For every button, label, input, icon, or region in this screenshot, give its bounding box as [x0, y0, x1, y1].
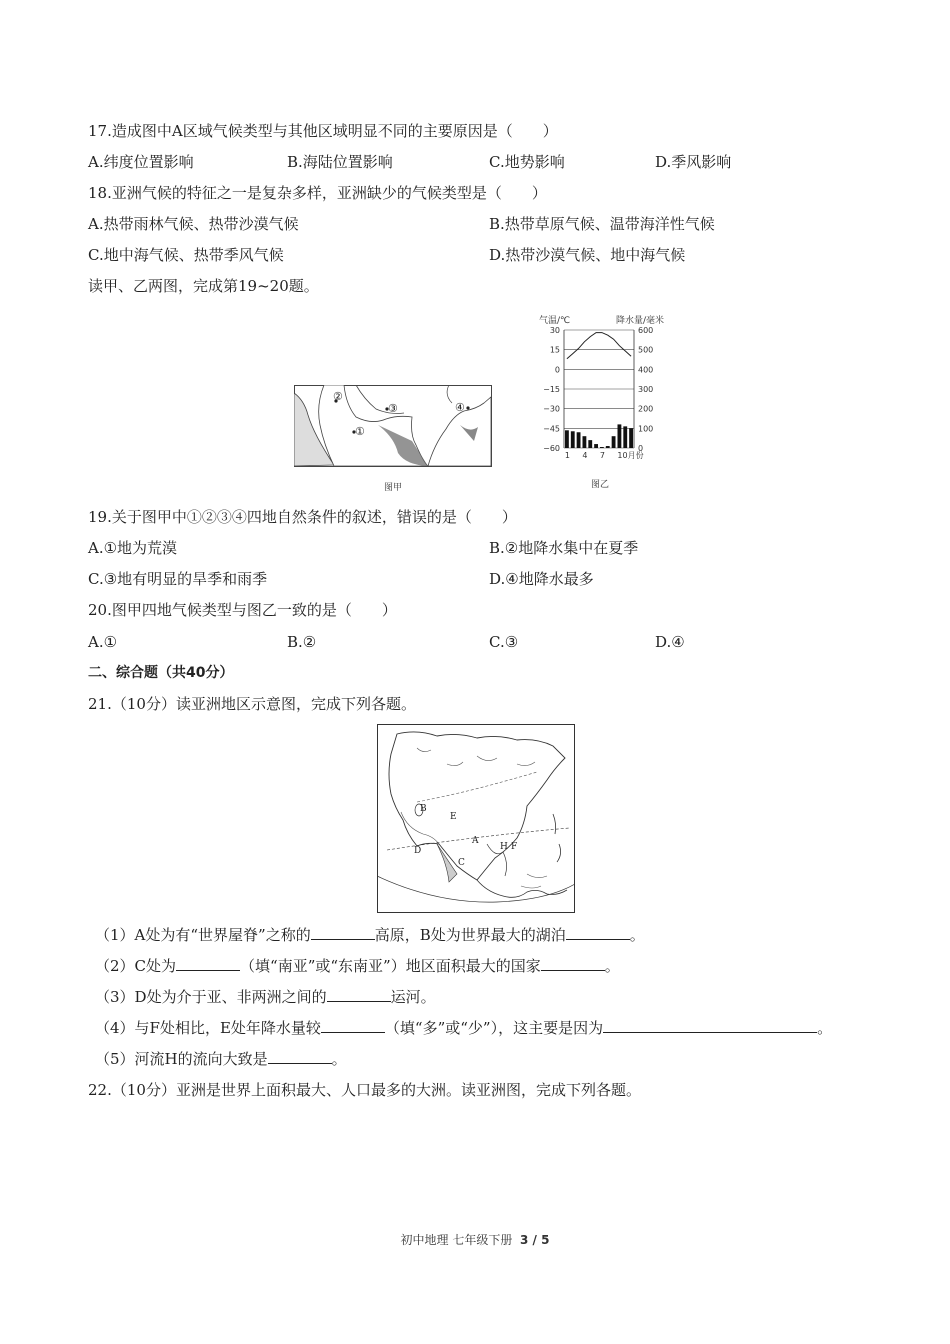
figure-jia-caption: 图甲: [384, 483, 403, 493]
precip-bar: [618, 424, 622, 448]
figure-yi-caption: 图乙: [591, 480, 610, 490]
q21-part-1-blank-2[interactable]: [566, 925, 630, 940]
q17-option-b: B.海陆位置影响: [287, 153, 393, 171]
q21-part-4: [95, 1018, 832, 1038]
q18-option-b: B.热带草原气候、温带海洋性气候: [489, 215, 715, 233]
q20-option-c: C.③: [489, 633, 519, 651]
q21-part-4-text-c: 。: [817, 1019, 833, 1037]
q22-stem: 22.（10分）亚洲是世界上面积最大、人口最多的大洲。读亚洲图，完成下列各题。: [88, 1081, 641, 1099]
left-tick-label: −60: [543, 444, 560, 453]
section-2-heading: 二、综合题（共40分）: [88, 665, 234, 681]
asia-label-b: B: [420, 804, 427, 814]
intro-19-20: 读甲、乙两图，完成第19~20题。: [88, 277, 319, 295]
q20-option-a: A.①: [88, 633, 118, 651]
precip-bar: [612, 436, 616, 448]
q17-stem: 17.造成图中A区域气候类型与其他区域明显不同的主要原因是（ ）: [88, 122, 558, 140]
precip-bar: [606, 446, 610, 448]
q21-part-4-blank-1[interactable]: [321, 1018, 385, 1033]
left-tick-label: 30: [549, 326, 560, 335]
right-tick-label: 200: [638, 404, 654, 414]
right-tick-label: 400: [638, 365, 654, 375]
map-marker-3: ③: [388, 402, 398, 415]
q21-part-3-text-b: 运河。: [390, 988, 436, 1006]
asia-label-c: C: [458, 858, 465, 868]
q21-part-1-text-b: 高原，B处为世界最大的湖泊: [374, 926, 566, 944]
q18-option-c: C.地中海气候、热带季风气候: [88, 246, 284, 264]
figure-asia-map: [377, 724, 575, 913]
precip-bar: [565, 430, 569, 448]
q19-option-b: B.②地降水集中在夏季: [489, 539, 639, 557]
q18-stem: 18.亚洲气候的特征之一是复杂多样，亚洲缺少的气候类型是（ ）: [88, 184, 547, 202]
q17-option-d: D.季风影响: [655, 153, 732, 171]
q21-part-3-blank-1[interactable]: [327, 987, 391, 1002]
map-marker-4: ④: [455, 401, 465, 414]
yi-right-axis-title: 降水量/毫米: [616, 316, 665, 326]
asia-label-e: E: [450, 812, 457, 822]
precip-bar: [629, 428, 633, 448]
x-tick-label: 1: [564, 451, 571, 460]
q19-option-a: A.①地为荒漠: [88, 539, 178, 557]
q20-option-b: B.②: [287, 633, 317, 651]
page-footer: [0, 1231, 950, 1248]
x-tick-label: 7: [599, 451, 606, 460]
q17-option-a: A.纬度位置影响: [88, 153, 194, 171]
q21-part-2: [95, 956, 620, 976]
q18-option-d: D.热带沙漠气候、地中海气候: [489, 246, 686, 264]
q18-option-a: A.热带雨林气候、热带沙漠气候: [88, 215, 299, 233]
footer-page-number: 3 / 5: [520, 1233, 550, 1247]
q21-part-5: [95, 1049, 347, 1069]
left-tick-label: 0: [554, 365, 560, 375]
q19-option-d: D.④地降水最多: [489, 570, 594, 588]
q21-part-2-blank-1[interactable]: [176, 956, 240, 971]
q21-part-2-blank-2[interactable]: [541, 956, 605, 971]
q21-part-3-text-a: （3）D处为介于亚、非两洲之间的: [95, 988, 327, 1006]
left-tick-label: −45: [543, 424, 560, 434]
asia-label-a: A: [472, 836, 479, 846]
figure-yi-chart: [530, 324, 660, 464]
asia-label-h: H: [500, 842, 508, 852]
map-marker-1: ①: [355, 425, 365, 438]
right-tick-label: 100: [638, 424, 654, 434]
left-tick-label: 15: [549, 345, 560, 355]
precip-bar: [600, 447, 604, 448]
left-tick-label: −30: [543, 404, 560, 414]
precip-bar: [594, 444, 598, 448]
q21-part-4-text-a: （4）与F处相比，E处年降水量较: [95, 1019, 321, 1037]
q21-part-4-blank-2[interactable]: [603, 1018, 817, 1033]
yi-left-axis-title: 气温/℃: [539, 316, 571, 326]
right-tick-label: 600: [638, 326, 654, 335]
footer-subject: 初中地理 七年级下册: [400, 1233, 513, 1247]
right-tick-label: 500: [638, 345, 654, 355]
q21-part-5-text-b: 。: [331, 1050, 347, 1068]
q21-stem: 21.（10分）读亚洲地区示意图，完成下列各题。: [88, 695, 416, 713]
asia-label-f: F: [511, 842, 518, 852]
q21-part-2-text-c: 。: [604, 957, 620, 975]
q21-part-5-text-a: （5）河流H的流向大致是: [95, 1050, 268, 1068]
q20-option-d: D.④: [655, 633, 685, 651]
q21-part-1-blank-1[interactable]: [311, 925, 375, 940]
precip-bar: [623, 426, 627, 448]
q21-part-4-text-b: （填“多”或“少”），这主要是因为: [384, 1019, 604, 1037]
x-tick-label: 4: [582, 451, 588, 460]
precip-bar: [577, 432, 581, 448]
q21-part-3: [95, 987, 436, 1007]
precip-bar: [588, 440, 592, 448]
q19-option-c: C.③地有明显的旱季和雨季: [88, 570, 268, 588]
q19-stem: 19.关于图甲中①②③④四地自然条件的叙述，错误的是（ ）: [88, 508, 517, 526]
precip-bar: [571, 431, 575, 448]
asia-label-d: D: [414, 846, 422, 856]
q21-part-1-text-c: 。: [629, 926, 645, 944]
q21-part-2-text-a: （2）C处为: [95, 957, 177, 975]
right-tick-label: 0: [638, 444, 644, 453]
q21-part-1-text-a: （1）A处为有“世界屋脊”之称的: [95, 926, 311, 944]
precip-bar: [583, 436, 587, 448]
figure-jia-map: [294, 385, 492, 467]
q21-part-5-blank-1[interactable]: [268, 1049, 332, 1064]
q20-stem: 20.图甲四地气候类型与图乙一致的是（ ）: [88, 601, 397, 619]
temperature-line: [567, 333, 631, 359]
right-tick-label: 300: [638, 385, 654, 394]
left-tick-label: −15: [543, 385, 560, 394]
q17-option-c: C.地势影响: [489, 153, 565, 171]
map-marker-2: ②: [333, 390, 343, 403]
q21-part-2-text-b: （填“南亚”或“东南亚”）地区面积最大的国家: [240, 957, 541, 975]
q21-part-1: [95, 925, 645, 945]
x-tick-label: 10月份: [617, 451, 644, 460]
